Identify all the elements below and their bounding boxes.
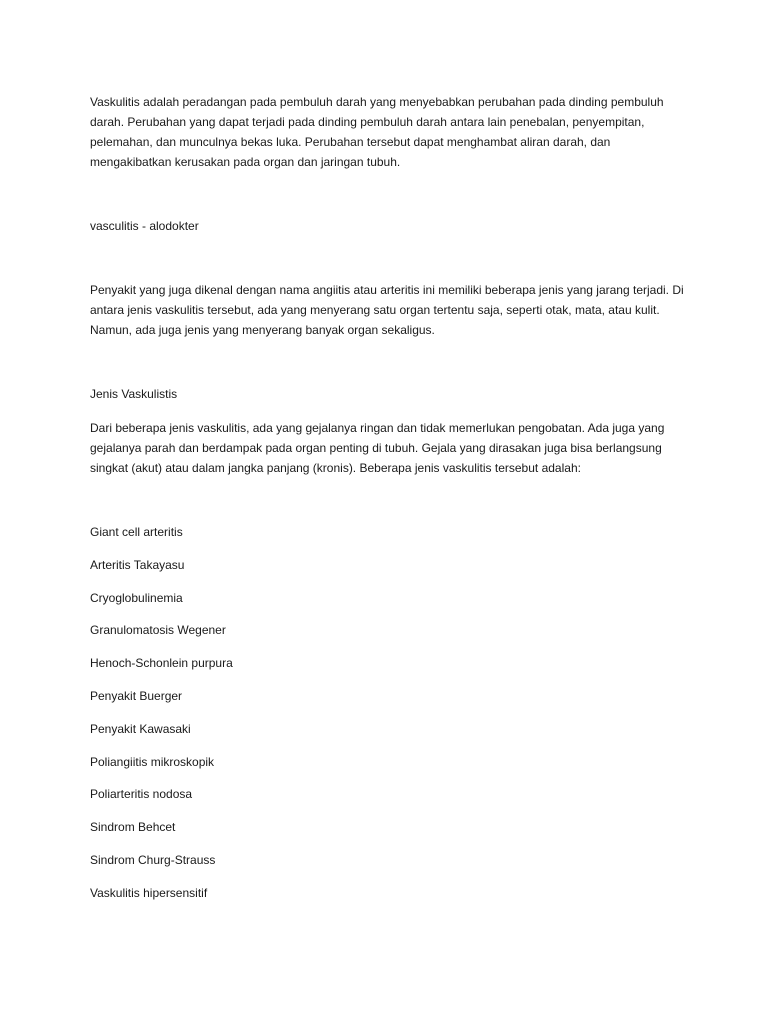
paragraph-angiitis: Penyakit yang juga dikenal dengan nama angiitis atau arteritis ini memiliki beberapa jenis yang jarang terjadi. Di antara jenis vaskulitis tersebut, ada yang menyerang satu organ tertentu saja, seperti otak, mata, atau kulit. Namun, ada juga jenis yang menyerang banyak organ sekaligus.	[90, 283, 684, 337]
list-item: Poliarteritis nodosa	[90, 787, 193, 802]
intro-paragraph: Vaskulitis adalah peradangan pada pembuluh darah yang menyebabkan perubahan pada dinding pembuluh darah. Perubahan yang dapat terjadi pada dinding pembuluh darah antara lain penebalan, penyempitan, pelemahan, dan munculnya bekas luka. Perubahan tersebut dapat menghambat aliran darah, dan mengakibatkan kerusakan pada organ dan jaringan tubuh.	[90, 95, 664, 169]
list-item: Giant cell arteritis	[90, 525, 183, 539]
list-item: Henoch-Schonlein purpura	[90, 656, 233, 671]
list-item: Arteritis Takayasu	[90, 557, 185, 572]
list-item: Vaskulitis hipersensitif	[90, 885, 208, 900]
paragraph-types-intro: Dari beberapa jenis vaskulitis, ada yang gejalanya ringan dan tidak memerlukan pengobatan. Ada juga yang gejalanya parah dan berdampak pada organ penting di tubuh. Gejala yang dirasakan juga bisa berlangsung singkat (akut) atau dalam jangka panjang (kronis). Beberapa jenis vaskulitis tersebut adalah:	[90, 421, 665, 475]
list-item: Granulomatosis Wegener	[90, 623, 226, 638]
vasculitis-types-list	[90, 522, 690, 903]
document-page	[90, 92, 690, 916]
list-item: Cryoglobulinemia	[90, 590, 183, 605]
section-heading: Jenis Vaskulistis	[90, 387, 178, 401]
list-item: Sindrom Churg-Strauss	[90, 852, 216, 867]
list-item: Penyakit Buerger	[90, 688, 183, 703]
list-item: Penyakit Kawasaki	[90, 721, 191, 736]
list-item: Poliangiitis mikroskopik	[90, 754, 215, 769]
list-item: Sindrom Behcet	[90, 820, 176, 835]
source-line: vasculitis - alodokter	[90, 219, 199, 233]
